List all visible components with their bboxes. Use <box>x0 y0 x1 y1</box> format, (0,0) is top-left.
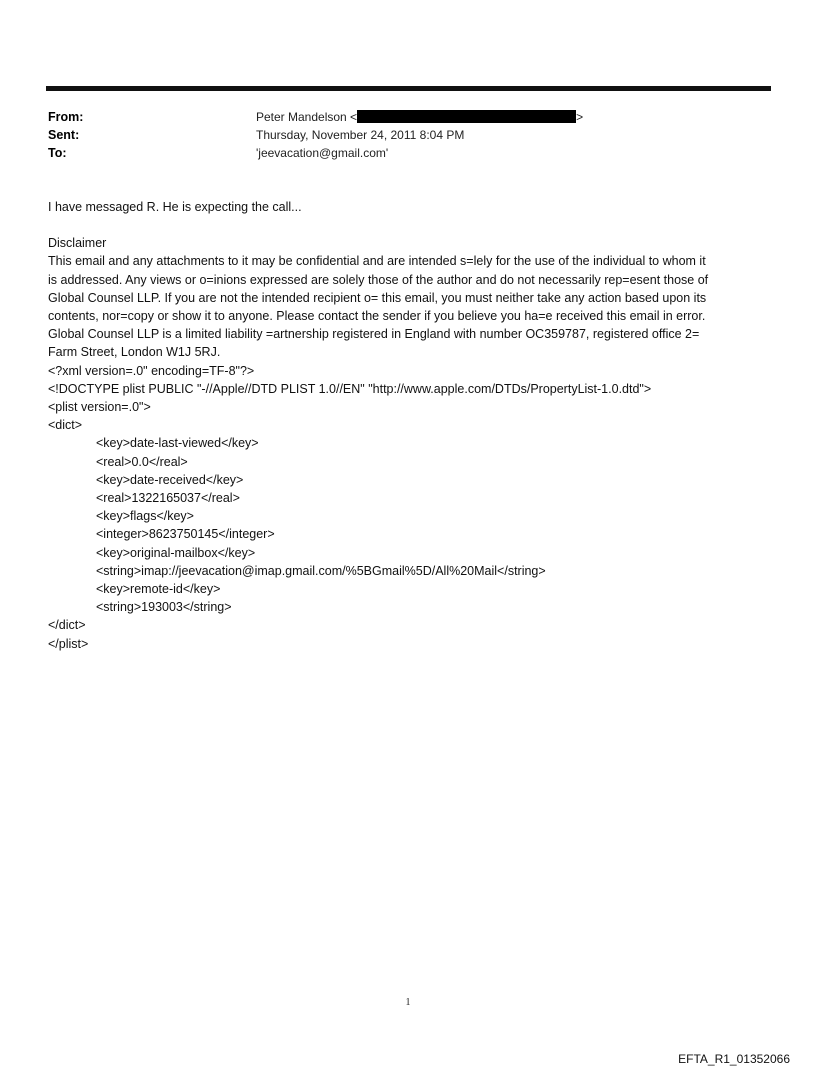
disclaimer-line: Global Counsel LLP is a limited liability =artnership registered in England with number OC359787, registered office 2= <box>48 327 700 342</box>
plist-line: <key>flags</key> <box>96 509 194 524</box>
plist-line: <plist version=.0"> <box>48 400 151 415</box>
to-row <box>48 144 768 162</box>
to-value: 'jeevacation@gmail.com' <box>256 146 389 160</box>
plist-line: <string>imap://jeevacation@imap.gmail.com/%5BGmail%5D/All%20Mail</string> <box>96 563 546 578</box>
email-header <box>48 108 768 162</box>
plist-line: <?xml version=.0" encoding=TF-8"?> <box>48 363 255 378</box>
sent-label: Sent: <box>48 128 80 142</box>
plist-line: <key>date-received</key> <box>96 472 244 487</box>
disclaimer-line: is addressed. Any views or o=inions expressed are solely those of the author and do not necessarily rep=esent those of <box>48 272 709 287</box>
from-value <box>256 108 583 126</box>
email-body <box>48 198 773 653</box>
plist-line: </dict> <box>48 618 86 633</box>
plist-line: <string>193003</string> <box>96 600 232 615</box>
plist-line: <integer>8623750145</integer> <box>96 527 275 542</box>
header-rule <box>46 86 771 91</box>
page-number: 1 <box>405 997 411 1008</box>
sent-row <box>48 126 768 144</box>
plist-line: <key>date-last-viewed</key> <box>96 436 259 451</box>
from-label: From: <box>48 110 84 124</box>
disclaimer-title: Disclaimer <box>48 236 107 251</box>
plist-line: </plist> <box>48 636 89 651</box>
plist-block <box>48 362 773 653</box>
from-row <box>48 108 768 126</box>
to-label: To: <box>48 146 67 160</box>
bates-number: EFTA_R1_01352066 <box>678 1052 790 1066</box>
plist-line: <!DOCTYPE plist PUBLIC "-//Apple//DTD PLIST 1.0//EN" "http://www.apple.com/DTDs/PropertyList-1.0.dtd"> <box>48 381 652 396</box>
disclaimer-text <box>48 252 773 361</box>
from-suffix: > <box>576 110 584 124</box>
disclaimer-line: Global Counsel LLP. If you are not the intended recipient o= this email, you must neither take any action based upon its <box>48 290 707 305</box>
sent-value: Thursday, November 24, 2011 8:04 PM <box>256 128 465 142</box>
plist-line: <real>0.0</real> <box>96 454 188 469</box>
disclaimer-line: Farm Street, London W1J 5RJ. <box>48 345 221 360</box>
message-text: I have messaged R. He is expecting the call... <box>48 200 302 214</box>
from-name: Peter Mandelson < <box>256 110 358 124</box>
plist-line: <key>original-mailbox</key> <box>96 545 256 560</box>
plist-line: <real>1322165037</real> <box>96 491 240 506</box>
disclaimer-line: contents, nor=copy or show it to anyone. Please contact the sender if you believe you ha=e received this email in error. <box>48 309 706 324</box>
disclaimer-line: This email and any attachments to it may be confidential and are intended s=lely for the use of the individual to whom it <box>48 254 706 269</box>
redaction-box <box>357 110 576 123</box>
plist-line: <key>remote-id</key> <box>96 582 221 597</box>
plist-line: <dict> <box>48 418 83 433</box>
